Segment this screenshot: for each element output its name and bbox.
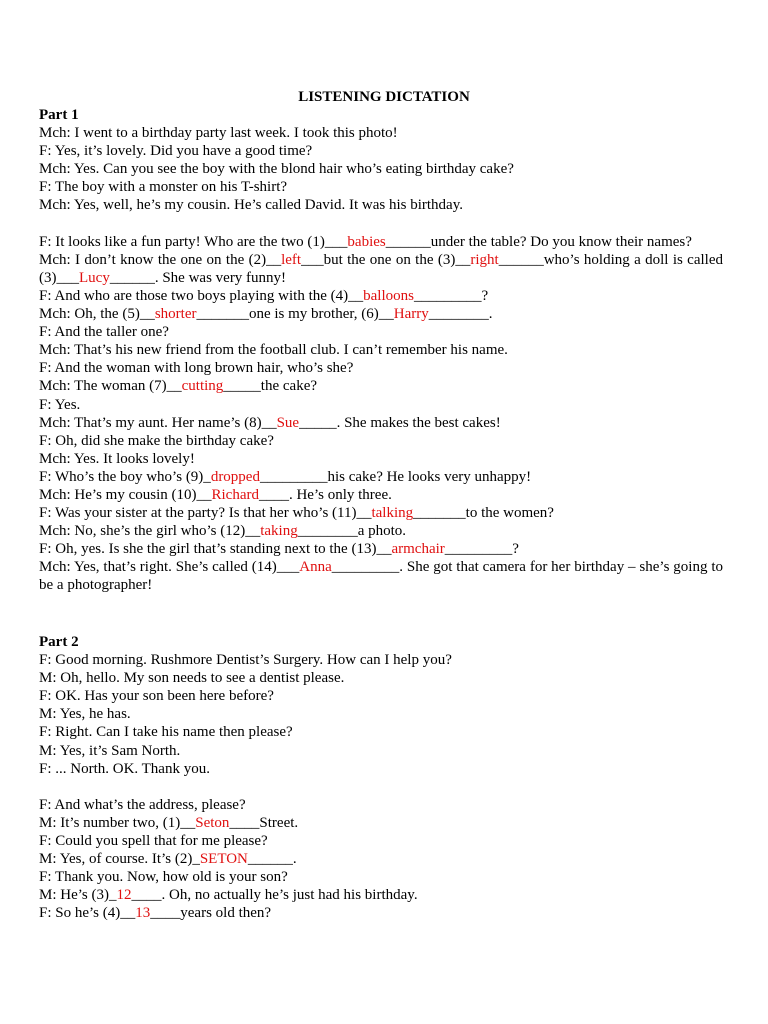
dialogue-text: Mch: Yes, that’s right. She’s called (14)___ [39,559,300,576]
answer-text: balloons [363,287,414,304]
answer-text: 12 [116,887,132,904]
text-line: Mch: Yes. Can you see the boy with the blond hair who’s eating birthday cake? [39,161,514,178]
answer-text: SETON [199,851,248,868]
dialogue-line [39,886,723,904]
text-line: F: Good morning. Rushmore Dentist’s Surgery. How can I help you? [39,652,452,669]
text-line: F: Right. Can I take his name then please? [39,724,293,741]
part-1-section [39,106,723,595]
dialogue-line [39,432,723,450]
dialogue-line [39,287,723,305]
answer-text: dropped [210,468,260,485]
dialogue-line [39,233,723,251]
dialogue-line [39,832,723,850]
dialogue-line [39,850,723,868]
dialogue-text: ____. He’s only three. [258,486,392,503]
dialogue-text: ______. [247,851,297,868]
answer-text: Sue [276,414,300,431]
dialogue-line [39,558,723,594]
dialogue-text: ________. [428,306,493,323]
dialogue-text: F: Who’s the boy who’s (9)_ [39,468,211,485]
dialogue-line [39,540,723,558]
dialogue-text: _____. She makes the best cakes! [299,414,501,431]
dialogue-text: M: He’s (3)_ [39,887,117,904]
dialogue-line [39,450,723,468]
dialogue-line [39,377,723,395]
dialogue-line [39,904,723,922]
dialogue-line [39,868,723,886]
answer-text: 13 [135,905,151,922]
dialogue-text: ____years old then? [150,905,272,922]
dialogue-text: Mch: That’s his new friend from the football club. I can’t remember his name. [39,342,508,359]
dialogue-text: F: And the taller one? [39,324,169,341]
dialogue-text: F: Could you spell that for me please? [39,833,268,850]
dialogue-text: M: It’s number two, (1)__ [39,814,196,831]
dialogue-text: F: And the woman with long brown hair, who’s she? [39,360,354,377]
dialogue-text: ____Street. [229,814,299,831]
dialogue-text: ______. She was very funny! [109,269,287,286]
dialogue-text: ________a photo. [297,523,407,540]
dialogue-text: F: Was your sister at the party? Is that her who’s (11)__ [39,505,372,522]
text-line: F: OK. Has your son been here before? [39,688,274,705]
dialogue-text: Mch: Oh, the (5)__ [39,306,155,323]
dialogue-text: F: So he’s (4)__ [39,905,136,922]
dialogue-line [39,396,723,414]
part-1-dialogue [39,233,723,595]
dialogue-text: Mch: The woman (7)__ [39,378,182,395]
dialogue-text: ______under the table? Do you know their names? [385,233,692,250]
dialogue-text: Mch: No, she’s the girl who’s (12)__ [39,523,261,540]
dialogue-line [39,341,723,359]
paragraph-gap [39,778,723,796]
dialogue-text: ____. Oh, no actually he’s just had his birthday. [131,887,418,904]
dialogue-text: _____the cake? [223,378,318,395]
answer-text: babies [347,233,386,250]
part-1-intro [39,124,723,214]
part-2-section [39,633,723,923]
answer-text: Seton [195,814,230,831]
dialogue-text: F: Thank you. Now, how old is your son? [39,869,288,886]
dialogue-text: Mch: Yes. It looks lovely! [39,450,195,467]
dialogue-text: _______to the women? [413,505,554,522]
text-line: Mch: Yes, well, he’s my cousin. He’s called David. It was his birthday. [39,197,463,214]
answer-text: Harry [393,306,429,323]
answer-text: Richard [211,486,259,503]
text-line: F: ... North. OK. Thank you. [39,760,210,777]
text-line: M: Oh, hello. My son needs to see a dentist please. [39,670,345,687]
part-1-heading: Part 1 [39,107,79,123]
dialogue-line [39,468,723,486]
dialogue-text: F: And what’s the address, please? [39,796,246,813]
text-line: M: Yes, it’s Sam North. [39,742,181,759]
dialogue-line [39,486,723,504]
dialogue-text: F: Oh, yes. Is she the girl that’s standing next to the (13)__ [39,541,392,558]
answer-text: cutting [181,378,224,395]
answer-text: left [281,251,302,268]
dialogue-text: ___but the one on the (3)__ [301,251,471,268]
dialogue-text: _______one is my brother, (6)__ [196,306,394,323]
dialogue-text: Mch: He’s my cousin (10)__ [39,486,212,503]
dialogue-text: F: Oh, did she make the birthday cake? [39,432,274,449]
dialogue-text: F: Yes. [39,396,81,413]
dialogue-text: _________his cake? He looks very unhappy! [259,468,532,485]
dialogue-text: F: And who are those two boys playing with the (4)__ [39,287,364,304]
text-line: F: Yes, it’s lovely. Did you have a good time? [39,143,313,160]
text-line: M: Yes, he has. [39,706,131,723]
text-line: Mch: I went to a birthday party last week. I took this photo! [39,125,398,142]
dialogue-line [39,359,723,377]
part-2-dialogue [39,796,723,923]
answer-text: armchair [391,541,445,558]
part-2-intro [39,651,723,778]
dialogue-text: _________? [444,541,519,558]
dialogue-line [39,305,723,323]
dialogue-line [39,522,723,540]
dialogue-line [39,796,723,814]
dialogue-text: _________? [413,287,489,304]
answer-text: Anna [299,559,332,576]
paragraph-gap [39,215,723,233]
dialogue-text: Mch: I don’t know the one on the (2)__ [39,251,282,268]
dialogue-text: M: Yes, of course. It’s (2)_ [39,851,200,868]
answer-text: Lucy [79,269,110,286]
dialogue-line [39,251,723,287]
part-2-heading: Part 2 [39,634,79,650]
text-line: F: The boy with a monster on his T-shirt? [39,179,288,196]
document-title: LISTENING DICTATION [298,89,470,105]
answer-text: right [470,251,499,268]
dialogue-text: F: It looks like a fun party! Who are the two (1)___ [39,233,348,250]
dialogue-line [39,814,723,832]
dialogue-line [39,504,723,522]
answer-text: taking [260,523,298,540]
dialogue-line [39,414,723,432]
dialogue-text: ______who’s holding a doll is called (3)___ [39,251,723,286]
dialogue-line [39,323,723,341]
dialogue-text: Mch: That’s my aunt. Her name’s (8)__ [39,414,277,431]
answer-text: talking [371,505,414,522]
dialogue-text: _________. She got that camera for her birthday – she’s going to be a photographer! [39,559,723,594]
answer-text: shorter [154,306,197,323]
